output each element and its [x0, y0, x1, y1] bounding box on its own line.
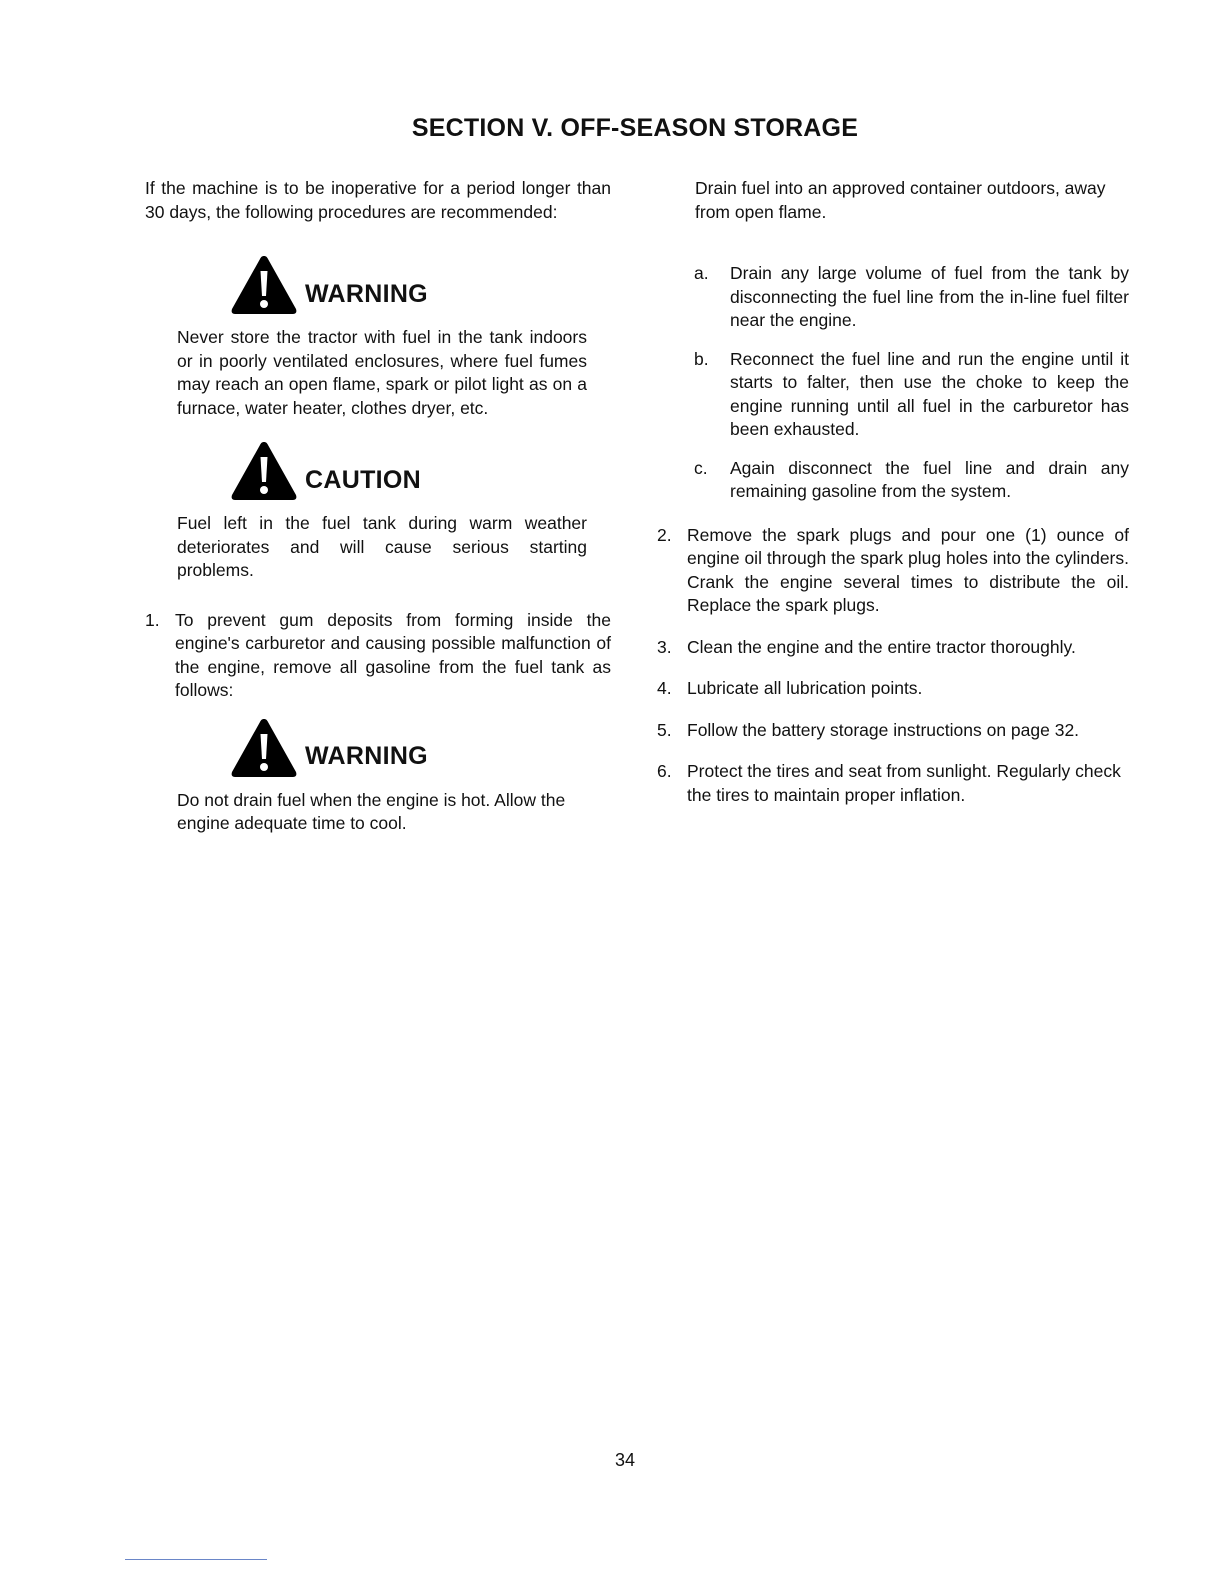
- substep-letter: a.: [694, 263, 709, 283]
- step-text: Remove the spark plugs and pour one (1) ounce of engine oil through the spark plug holes into the cylinders. Crank the engine several times to distribute the oil. Replace the spark plugs.: [687, 524, 1129, 615]
- step-number: 5.: [657, 719, 672, 740]
- section-title: SECTION V. OFF-SEASON STORAGE: [411, 114, 859, 142]
- substep-letter: c.: [694, 457, 708, 478]
- step-number: 3.: [657, 636, 672, 657]
- warning-triangle-icon: [229, 717, 299, 779]
- substep-letter: b.: [694, 348, 709, 369]
- right-column: [657, 177, 1129, 807]
- step-text: Follow the battery storage instructions on page 32.: [687, 719, 1080, 740]
- footer-rule: [125, 1559, 267, 1560]
- step-text: Clean the engine and the entire tractor thoroughly.: [687, 636, 1076, 657]
- step-number: 6.: [657, 761, 672, 781]
- warning-triangle-icon: [229, 254, 299, 316]
- substep-list: [694, 262, 1129, 504]
- warning-text: Do not drain fuel when the engine is hot. Allow the engine adequate time to cool.: [177, 789, 566, 833]
- caution-heading: [229, 440, 611, 502]
- page-number: 34: [614, 1450, 636, 1470]
- substep-text: Drain any large volume of fuel from the tank by disconnecting the fuel line from the in-line fuel filter near the engine.: [730, 263, 1129, 330]
- step-number: 2.: [657, 524, 672, 545]
- substep-text: Again disconnect the fuel line and drain any remaining gasoline from the system.: [730, 457, 1129, 501]
- substep-b: [694, 348, 1129, 442]
- step-4: [657, 677, 1129, 701]
- caution-text: Fuel left in the fuel tank during warm weather deteriorates and will cause serious starting problems.: [177, 513, 587, 580]
- step-1: [145, 609, 611, 703]
- step-2: [657, 524, 1129, 618]
- warning-block-hot-engine: [145, 717, 611, 836]
- step-number: 1.: [145, 609, 160, 630]
- step-6: [657, 760, 1129, 807]
- substep-a: [694, 262, 1129, 333]
- caution-label: CAUTION: [305, 465, 421, 494]
- step-5: [657, 719, 1129, 743]
- caution-block-fuel-deterioration: [145, 440, 611, 583]
- warning-label: WARNING: [305, 279, 428, 308]
- substep-text: Reconnect the fuel line and run the engine until it starts to falter, then use the choke to keep the engine running until all fuel in the carburetor has been exhausted.: [730, 348, 1129, 439]
- warning-label: WARNING: [305, 742, 428, 770]
- warning-text: Never store the tractor with fuel in the tank indoors or in poorly ventilated enclosures, where fuel fumes may reach an open flame, spark or pilot light as on a furnace, water heater, clothes dryer, etc.: [177, 327, 587, 418]
- step-text: Protect the tires and seat from sunlight. Regularly check the tires to maintain proper inflation.: [687, 761, 1121, 805]
- intro-paragraph: If the machine is to be inoperative for a period longer than 30 days, the following procedures are recommended:: [145, 178, 611, 222]
- substep-c: [694, 457, 1129, 504]
- drain-note: Drain fuel into an approved container outdoors, away from open flame.: [695, 178, 1106, 222]
- warning-heading: [229, 254, 611, 316]
- left-column: [145, 177, 611, 836]
- warning-heading: [229, 717, 611, 779]
- step-text: To prevent gum deposits from forming inside the engine's carburetor and causing possible malfunction of the engine, remove all gasoline from the fuel tank as follows:: [175, 609, 611, 700]
- step-number: 4.: [657, 678, 672, 698]
- warning-block-fuel-storage: [145, 254, 611, 420]
- step-text: Lubricate all lubrication points.: [687, 678, 923, 698]
- warning-triangle-icon: [229, 440, 299, 502]
- step-3: [657, 636, 1129, 660]
